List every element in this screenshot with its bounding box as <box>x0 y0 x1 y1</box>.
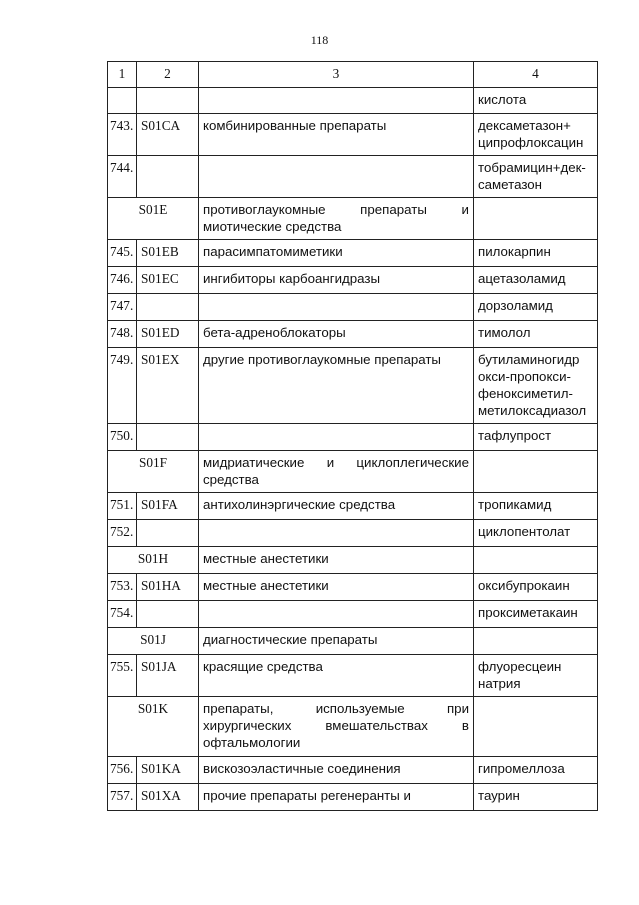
header-cell: 4 <box>474 62 598 88</box>
empty-cell <box>474 628 598 655</box>
row-number: 748. <box>108 321 137 348</box>
table-section-row <box>108 628 598 655</box>
page-number: 118 <box>310 33 329 47</box>
atc-code: S01ED <box>137 321 199 348</box>
atc-code: S01CA <box>137 114 199 156</box>
drug-name: кислота <box>474 88 598 114</box>
table-row <box>108 348 598 424</box>
group-description <box>199 156 474 198</box>
drug-name: бутиламиногидр окси-пропокси-феноксиметил-метилоксадиазол <box>474 348 598 424</box>
header-cell: 3 <box>199 62 474 88</box>
group-description: другие противоглаукомные препараты <box>199 348 474 424</box>
drug-name: проксиметакаин <box>474 601 598 628</box>
table-section-row <box>108 547 598 574</box>
table-row <box>108 757 598 784</box>
drug-name: тафлупрост <box>474 424 598 451</box>
table-row <box>108 574 598 601</box>
row-number: 743. <box>108 114 137 156</box>
group-description: диагностические препараты <box>199 628 474 655</box>
drug-name: оксибупрокаин <box>474 574 598 601</box>
group-description <box>199 294 474 321</box>
atc-code <box>137 520 199 547</box>
group-description: местные анестетики <box>199 574 474 601</box>
empty-cell <box>474 198 598 240</box>
table-row <box>108 784 598 811</box>
atc-code: S01EB <box>137 240 199 267</box>
group-description: препараты, используемые при хирургических вмешательствах в офтальмологии <box>199 697 474 757</box>
group-description <box>199 520 474 547</box>
table-header-row <box>108 62 598 88</box>
atc-code: S01EC <box>137 267 199 294</box>
group-description: местные анестетики <box>199 547 474 574</box>
group-description: красящие средства <box>199 655 474 697</box>
row-number: 744. <box>108 156 137 198</box>
row-number: 749. <box>108 348 137 424</box>
table-row <box>108 493 598 520</box>
row-number: 756. <box>108 757 137 784</box>
atc-code <box>137 424 199 451</box>
drug-name: тимолол <box>474 321 598 348</box>
drug-name: гипромеллоза <box>474 757 598 784</box>
table-row <box>108 520 598 547</box>
group-description: бета-адреноблокаторы <box>199 321 474 348</box>
group-description <box>199 424 474 451</box>
atc-group-code: S01F <box>108 451 199 493</box>
group-description: ингибиторы карбоангидразы <box>199 267 474 294</box>
atc-code: S01HA <box>137 574 199 601</box>
table-section-row <box>108 451 598 493</box>
empty-cell <box>474 697 598 757</box>
table-row <box>108 424 598 451</box>
drug-name: тропикамид <box>474 493 598 520</box>
atc-code <box>137 601 199 628</box>
atc-code: S01FA <box>137 493 199 520</box>
row-number: 747. <box>108 294 137 321</box>
table-row <box>108 88 598 114</box>
drug-name: тобрамицин+дек-саметазон <box>474 156 598 198</box>
atc-code: S01XA <box>137 784 199 811</box>
empty-cell <box>474 451 598 493</box>
group-description <box>199 88 474 114</box>
drug-name: пилокарпин <box>474 240 598 267</box>
table-row <box>108 156 598 198</box>
row-number: 746. <box>108 267 137 294</box>
drug-name: флуоресцеин натрия <box>474 655 598 697</box>
group-description <box>199 601 474 628</box>
empty-cell <box>474 547 598 574</box>
row-number <box>108 88 137 114</box>
drug-classification-table <box>107 61 598 811</box>
group-description: прочие препараты регенеранты и <box>199 784 474 811</box>
group-description: противоглаукомные препараты и миотические средства <box>199 198 474 240</box>
atc-code: S01EX <box>137 348 199 424</box>
row-number: 753. <box>108 574 137 601</box>
drug-name: таурин <box>474 784 598 811</box>
row-number: 745. <box>108 240 137 267</box>
atc-group-code: S01E <box>108 198 199 240</box>
atc-group-code: S01J <box>108 628 199 655</box>
table-row <box>108 240 598 267</box>
atc-code <box>137 156 199 198</box>
atc-code <box>137 294 199 321</box>
drug-name: дексаметазон+ ципрофлоксацин <box>474 114 598 156</box>
row-number: 750. <box>108 424 137 451</box>
row-number: 752. <box>108 520 137 547</box>
table-row <box>108 294 598 321</box>
row-number: 751. <box>108 493 137 520</box>
table-row <box>108 655 598 697</box>
group-description: антихолинэргические средства <box>199 493 474 520</box>
row-number: 754. <box>108 601 137 628</box>
atc-code: S01JA <box>137 655 199 697</box>
header-cell: 1 <box>108 62 137 88</box>
table-row <box>108 114 598 156</box>
row-number: 755. <box>108 655 137 697</box>
group-description: вискозоэластичные соединения <box>199 757 474 784</box>
atc-code: S01KA <box>137 757 199 784</box>
drug-name: дорзоламид <box>474 294 598 321</box>
table-row <box>108 321 598 348</box>
table-section-row <box>108 198 598 240</box>
drug-name: ацетазоламид <box>474 267 598 294</box>
group-description: комбинированные препараты <box>199 114 474 156</box>
atc-code <box>137 88 199 114</box>
table-row <box>108 601 598 628</box>
drug-name: циклопентолат <box>474 520 598 547</box>
group-description: мидриатические и циклоплегические средства <box>199 451 474 493</box>
table-section-row <box>108 697 598 757</box>
group-description: парасимпатомиметики <box>199 240 474 267</box>
table-row <box>108 267 598 294</box>
row-number: 757. <box>108 784 137 811</box>
atc-group-code: S01K <box>108 697 199 757</box>
atc-group-code: S01H <box>108 547 199 574</box>
header-cell: 2 <box>137 62 199 88</box>
